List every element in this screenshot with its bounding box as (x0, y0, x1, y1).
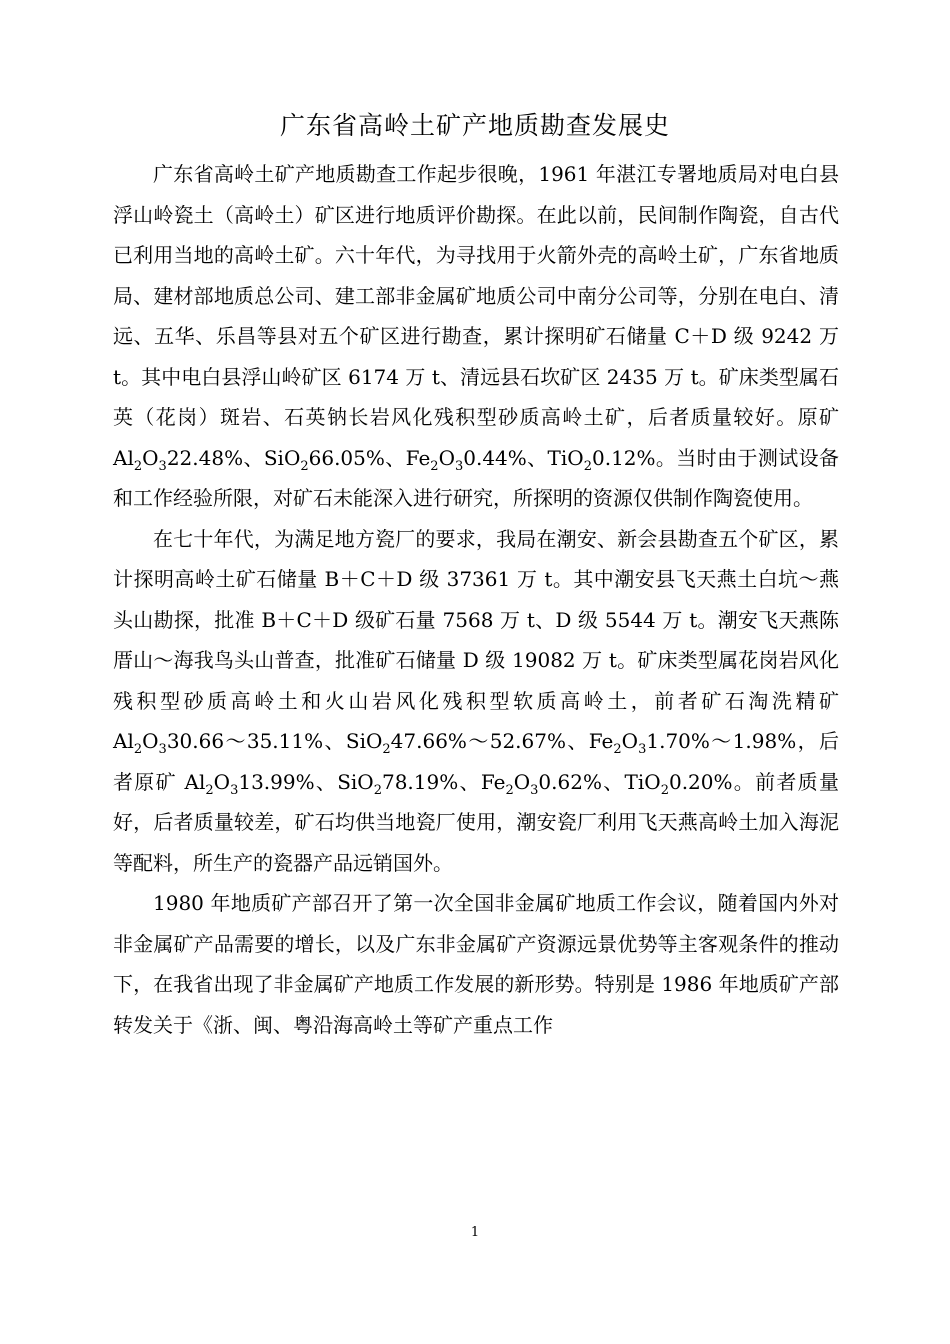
formula-subscript: 2 (505, 782, 514, 798)
text-run: 47.66%～52.67%、Fe (390, 729, 614, 753)
formula-subscript: 2 (583, 458, 592, 474)
text-run: 在七十年代，为满足地方瓷厂的要求，我局在潮安、新会县勘查五个矿区，累计探明高岭土矿石储量 B＋C＋D 级 37361 万 t。其中潮安县飞天燕土白坑～燕头山勘探，批准 B＋C＋D 级矿石量 7568 万 t、D 级 5544 万 t。潮安飞天燕陈厝山～海我鸟头山普查，批准矿石储量 D 级 19082 万 t。矿床类型属花岗岩风化残积型砂质高岭土和火山岩风化残积型软质高岭土，前者矿石淘洗精矿 Al (113, 526, 839, 753)
document-body (113, 154, 839, 1045)
paragraph-3 (113, 883, 839, 1045)
formula-subscript: 3 (530, 782, 539, 798)
text-run: O (142, 445, 159, 470)
text-run: 0.62%、TiO (538, 769, 661, 794)
text-run: 78.19%、Fe (381, 769, 506, 794)
formula-subscript: 2 (300, 458, 309, 474)
formula-subscript: 2 (430, 458, 439, 474)
text-run: 13.99%、SiO (238, 769, 374, 794)
text-run: O (438, 445, 455, 470)
formula-subscript: 3 (230, 782, 239, 798)
formula-subscript: 2 (382, 742, 391, 757)
paragraph-1 (113, 154, 839, 519)
formula-subscript: 3 (158, 742, 167, 757)
text-run: O (513, 769, 531, 794)
text-run: 1.70%～1.98%，后者原矿 Al (113, 729, 839, 794)
text-run: 0.12%。当时由于测试设备和工作经验所限，对矿石未能深入进行研究，所探明的资源仅供制作陶瓷使用。 (113, 445, 839, 510)
paragraph-2 (113, 519, 839, 884)
text-run: O (621, 729, 639, 753)
formula-subscript: 2 (613, 742, 622, 757)
text-run: O (213, 769, 231, 794)
text-run: 30.66～35.11%、SiO (166, 729, 383, 753)
formula-subscript: 2 (373, 782, 382, 798)
formula-subscript: 3 (638, 742, 647, 757)
document-title: 广东省高岭土矿产地质勘查发展史 (279, 111, 670, 140)
text-run: 0.44%、TiO (463, 445, 584, 470)
formula-subscript: 2 (205, 782, 214, 798)
page-number: 1 (470, 1225, 480, 1240)
formula-subscript: 2 (133, 742, 143, 757)
text-run: 66.05%、Fe (308, 445, 431, 470)
text-run: 22.48%、SiO (166, 445, 301, 470)
text-run: O (142, 729, 159, 753)
formula-subscript: 2 (133, 458, 143, 474)
formula-subscript: 3 (454, 458, 464, 474)
text-run: 0.20%。前者质量好，后者质量较差，矿石均供当地瓷厂使用，潮安瓷厂利用飞天燕高岭土加入海泥等配料，所生产的瓷器产品远销国外。 (113, 769, 839, 875)
text-run: 1980 年地质矿产部召开了第一次全国非金属矿地质工作会议，随着国内外对非金属矿产品需要的增长，以及广东非金属矿产资源远景优势等主客观条件的推动下，在我省出现了非金属矿产地质工作发展的新形势。特别是 1986 年地质矿产部转发关于《浙、闽、粤沿海高岭土等矿产重点工作 (113, 891, 839, 1037)
formula-subscript: 2 (660, 782, 669, 798)
formula-subscript: 3 (158, 458, 167, 474)
text-run: 广东省高岭土矿产地质勘查工作起步很晚，1961 年湛江专署地质局对电白县浮山岭瓷土（高岭土）矿区进行地质评价勘探。在此以前，民间制作陶瓷，自古代已利用当地的高岭土矿。六十年代，为寻找用于火箭外壳的高岭土矿，广东省地质局、建材部地质总公司、建工部非金属矿地质公司中南分公司等，分别在电白、清远、五华、乐昌等县对五个矿区进行勘查，累计探明矿石储量 C＋D 级 9242 万 t。其中电白县浮山岭矿区 6174 万 t、清远县石坎矿区 2435 万 t。矿床类型属石英（花岗）斑岩、石英钠长岩风化残积型砂质高岭土矿，后者质量较好。原矿 Al (113, 162, 839, 470)
